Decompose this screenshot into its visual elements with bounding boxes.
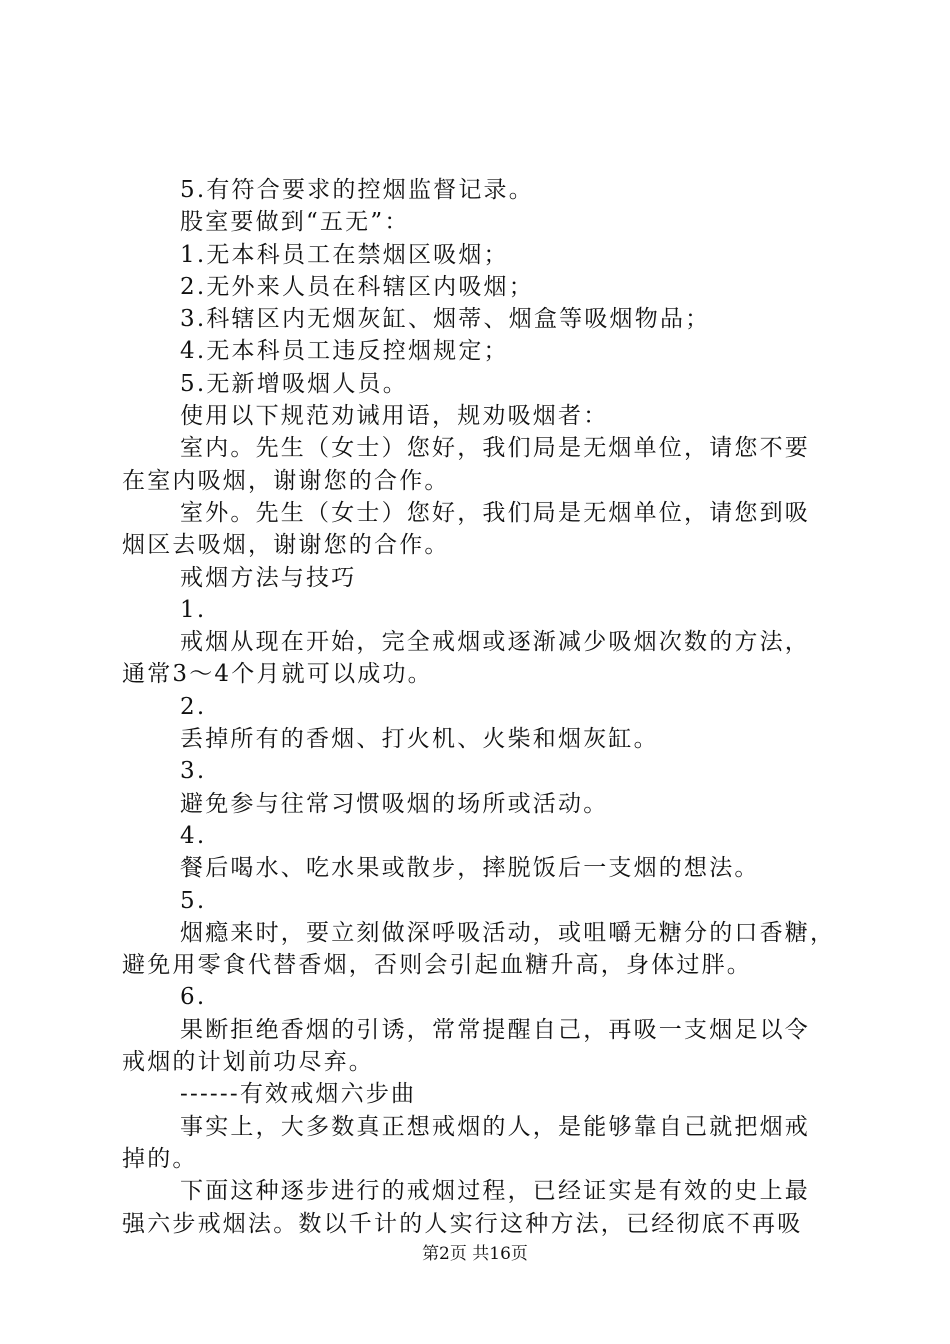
text-line: 室外。先生（女士）您好，我们局是无烟单位，请您到吸 (180, 499, 810, 526)
text-line: 2. (180, 693, 207, 720)
text-line: 使用以下规范劝诫用语，规劝吸烟者： (180, 403, 609, 430)
text-line: 戒烟的计划前功尽弃。 (122, 1049, 374, 1076)
text-line: 1. (180, 596, 207, 623)
text-line: 1.无本科员工在禁烟区吸烟； (180, 241, 509, 268)
text-line: 避免参与往常习惯吸烟的场所或活动。 (180, 790, 609, 817)
text-line: 5. (180, 887, 207, 914)
text-line: 烟区去吸烟，谢谢您的合作。 (122, 532, 450, 559)
text-line: 戒烟方法与技巧 (180, 564, 357, 591)
text-line: 5.有符合要求的控烟监督记录。 (180, 177, 534, 203)
text-line: 4. (180, 822, 207, 849)
text-line: 餐后喝水、吃水果或散步，摔脱饭后一支烟的想法。 (180, 855, 760, 882)
text-line: 3.科辖区内无烟灰缸、烟蒂、烟盒等吸烟物品； (180, 306, 711, 333)
text-line: 事实上，大多数真正想戒烟的人，是能够靠自己就把烟戒 (180, 1113, 810, 1140)
text-line: 掉的。 (122, 1145, 198, 1172)
text-line: 丢掉所有的香烟、打火机、火柴和烟灰缸。 (180, 726, 659, 753)
text-line: 避免用零食代替香烟，否则会引起血糖升高，身体过胖。 (122, 952, 752, 979)
text-line: 果断拒绝香烟的引诱，常常提醒自己，再吸一支烟足以令 (180, 1016, 810, 1043)
text-line: 3. (180, 758, 207, 785)
document-body (122, 174, 842, 1240)
text-line: 5.无新增吸烟人员。 (180, 370, 408, 397)
text-line: 6. (180, 984, 207, 1011)
text-line: 2.无外来人员在科辖区内吸烟； (180, 273, 534, 300)
text-line: 室内。先生（女士）您好，我们局是无烟单位，请您不要 (180, 435, 810, 462)
text-line: 强六步戒烟法。数以千计的人实行这种方法，已经彻底不再吸 (122, 1210, 803, 1237)
text-line: 下面这种逐步进行的戒烟过程，已经证实是有效的史上最 (180, 1178, 810, 1205)
page-footer: 第2页 共16页 (422, 1244, 528, 1264)
text-line: 在室内吸烟，谢谢您的合作。 (122, 467, 450, 494)
text-line: 戒烟从现在开始，完全戒烟或逐渐减少吸烟次数的方法， (180, 629, 810, 656)
text-line: 通常3～4个月就可以成功。 (122, 661, 433, 688)
text-line: ------有效戒烟六步曲 (180, 1081, 417, 1108)
text-line: 4.无本科员工违反控烟规定； (180, 338, 509, 365)
text-line: 股室要做到“五无”： (180, 209, 410, 236)
text-line: 烟瘾来时，要立刻做深呼吸活动，或咀嚼无糖分的口香糖， (180, 919, 836, 946)
